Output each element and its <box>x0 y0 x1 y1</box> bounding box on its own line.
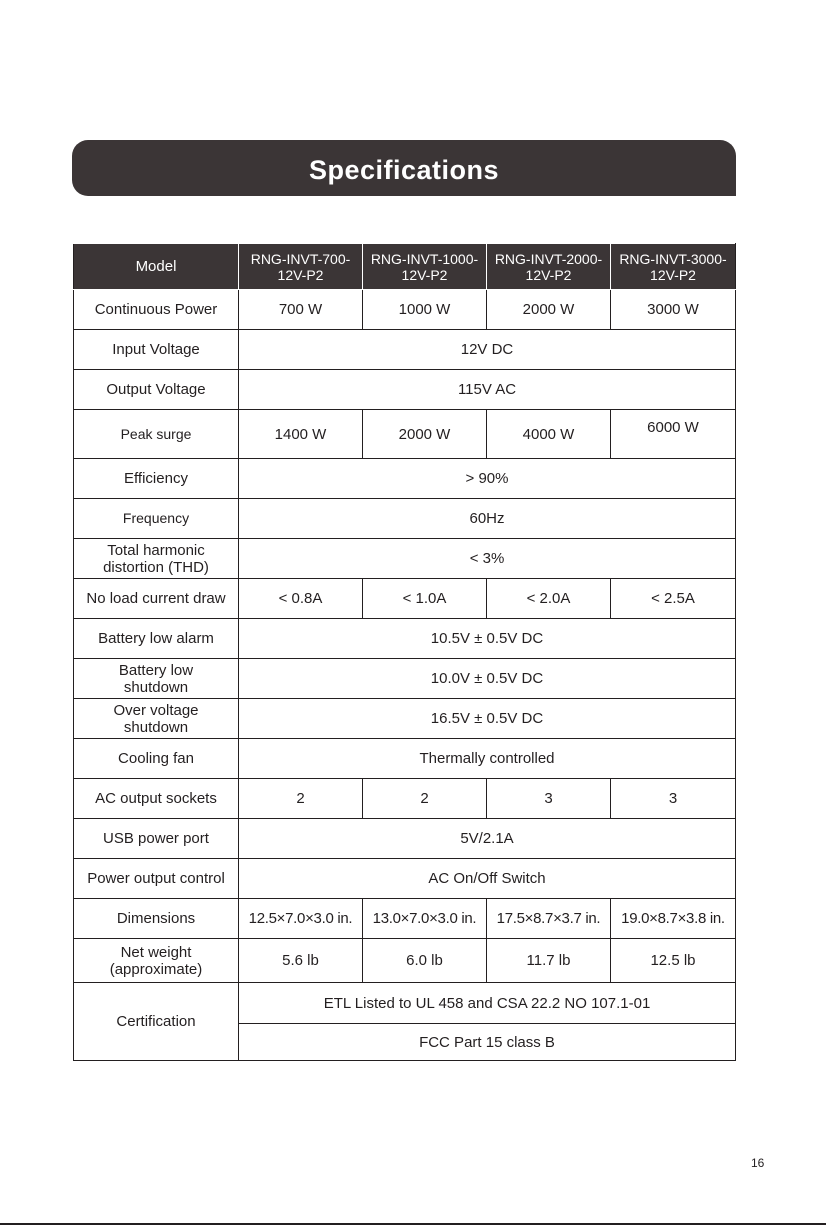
table-cell: 3 <box>487 779 611 819</box>
table-row <box>74 579 736 619</box>
row-label: Cooling fan <box>74 739 239 779</box>
table-cell: 12V DC <box>239 330 736 370</box>
table-cell: 115V AC <box>239 370 736 410</box>
table-row <box>74 739 736 779</box>
row-label: Efficiency <box>74 459 239 499</box>
table-row <box>74 899 736 939</box>
row-label: Dimensions <box>74 899 239 939</box>
table-cell: 5.6 lb <box>239 939 363 983</box>
row-label: No load current draw <box>74 579 239 619</box>
table-cell: 6000 W <box>611 410 736 459</box>
row-label: Certification <box>74 983 239 1061</box>
table-cell: 2000 W <box>487 290 611 330</box>
table-header-row <box>74 244 736 290</box>
table-row <box>74 779 736 819</box>
row-label: Frequency <box>74 499 239 539</box>
row-label: USB power port <box>74 819 239 859</box>
table-row <box>74 983 736 1024</box>
model-3000: RNG-INVT-3000- 12V-P2 <box>611 244 736 290</box>
table-cell: 3000 W <box>611 290 736 330</box>
table-cell: 1000 W <box>363 290 487 330</box>
table-cell: 12.5 lb <box>611 939 736 983</box>
table-row <box>74 539 736 579</box>
table-cell: 2 <box>239 779 363 819</box>
section-header-banner <box>72 140 736 196</box>
table-row <box>74 330 736 370</box>
row-label: Continuous Power <box>74 290 239 330</box>
table-row <box>74 659 736 699</box>
bottom-divider <box>0 1223 826 1225</box>
table-cell: < 0.8A <box>239 579 363 619</box>
table-cell: < 2.5A <box>611 579 736 619</box>
table-cell: FCC Part 15 class B <box>239 1024 736 1061</box>
table-cell: 13.0×7.0×3.0 in. <box>363 899 487 939</box>
table-cell: 10.0V ± 0.5V DC <box>239 659 736 699</box>
row-label: Battery low alarm <box>74 619 239 659</box>
table-cell: 5V/2.1A <box>239 819 736 859</box>
row-label: Total harmonic distortion (THD) <box>74 539 239 579</box>
row-label: Peak surge <box>74 410 239 459</box>
table-cell: 1400 W <box>239 410 363 459</box>
table-cell: 4000 W <box>487 410 611 459</box>
table-cell: 3 <box>611 779 736 819</box>
table-cell: 6.0 lb <box>363 939 487 983</box>
row-label: Input Voltage <box>74 330 239 370</box>
model-1000: RNG-INVT-1000- 12V-P2 <box>363 244 487 290</box>
model-2000: RNG-INVT-2000- 12V-P2 <box>487 244 611 290</box>
row-label: Net weight (approximate) <box>74 939 239 983</box>
table-cell: > 90% <box>239 459 736 499</box>
table-row <box>74 819 736 859</box>
table-cell: ETL Listed to UL 458 and CSA 22.2 NO 107.1-01 <box>239 983 736 1024</box>
table-cell: 10.5V ± 0.5V DC <box>239 619 736 659</box>
table-cell: < 3% <box>239 539 736 579</box>
page-number: 16 <box>751 1156 765 1170</box>
table-cell: < 1.0A <box>363 579 487 619</box>
row-label: AC output sockets <box>74 779 239 819</box>
page-title: Specifications <box>308 155 500 185</box>
table-row <box>74 859 736 899</box>
specifications-table <box>73 243 736 1061</box>
table-cell: 19.0×8.7×3.8 in. <box>611 899 736 939</box>
table-row <box>74 499 736 539</box>
table-row <box>74 939 736 983</box>
table-row <box>74 699 736 739</box>
table-cell: 60Hz <box>239 499 736 539</box>
table-cell: 17.5×8.7×3.7 in. <box>487 899 611 939</box>
table-cell: 2000 W <box>363 410 487 459</box>
table-cell: 16.5V ± 0.5V DC <box>239 699 736 739</box>
table-cell: Thermally controlled <box>239 739 736 779</box>
table-row <box>74 370 736 410</box>
model-header: Model <box>74 244 239 290</box>
table-row <box>74 410 736 459</box>
model-700: RNG-INVT-700- 12V-P2 <box>239 244 363 290</box>
table-row <box>74 459 736 499</box>
table-row <box>74 619 736 659</box>
row-label: Over voltage shutdown <box>74 699 239 739</box>
table-cell: 11.7 lb <box>487 939 611 983</box>
table-cell: < 2.0A <box>487 579 611 619</box>
table-cell: AC On/Off Switch <box>239 859 736 899</box>
table-cell: 700 W <box>239 290 363 330</box>
table-row <box>74 290 736 330</box>
table-cell: 12.5×7.0×3.0 in. <box>239 899 363 939</box>
row-label: Battery low shutdown <box>74 659 239 699</box>
row-label: Output Voltage <box>74 370 239 410</box>
row-label: Power output control <box>74 859 239 899</box>
table-cell: 2 <box>363 779 487 819</box>
